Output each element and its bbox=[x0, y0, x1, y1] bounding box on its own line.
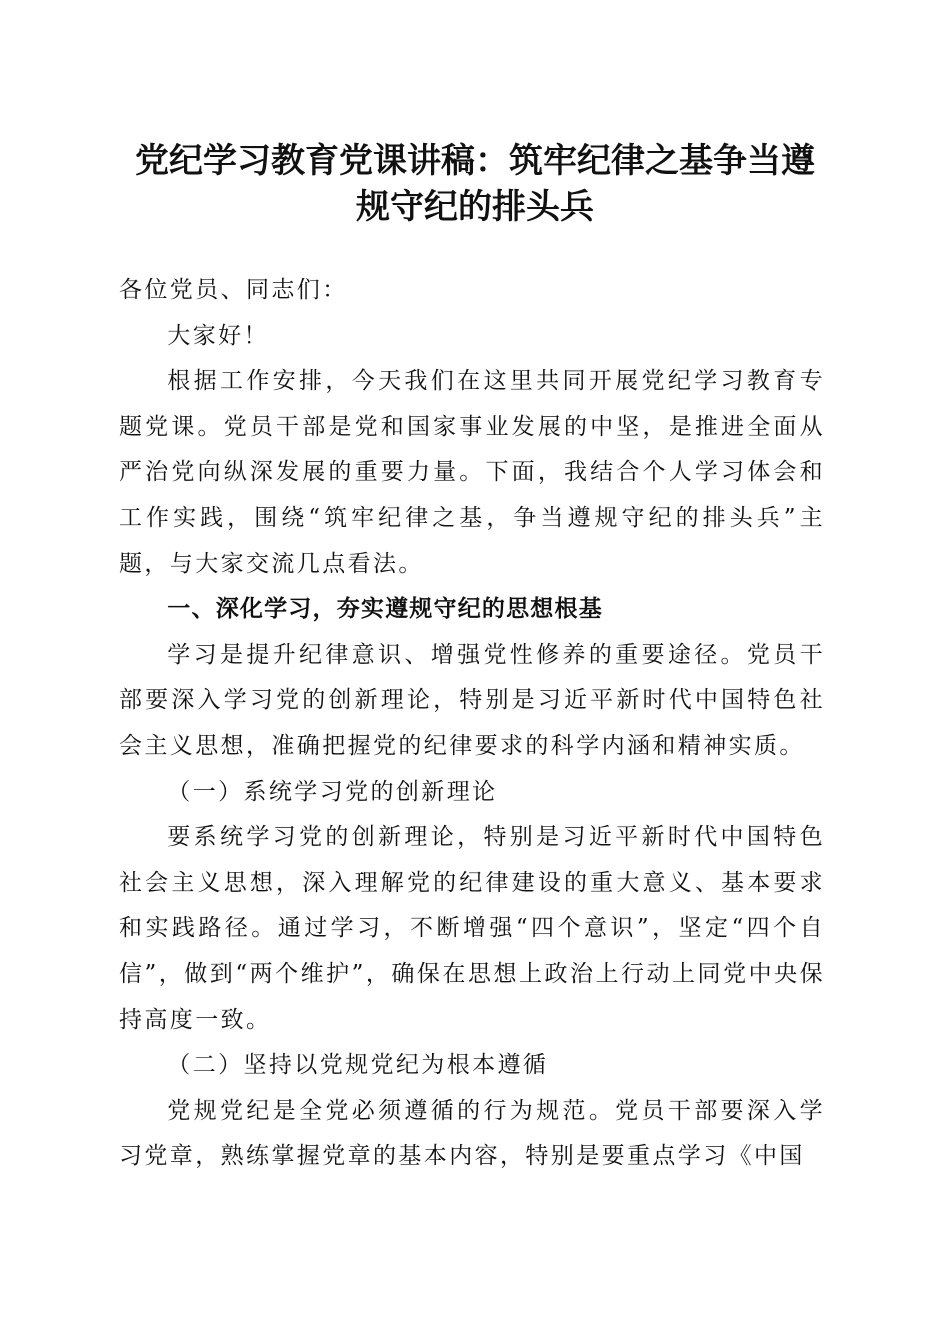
title-line-1: 党纪学习教育党课讲稿：筑牢纪律之基争当遵 bbox=[135, 141, 815, 181]
intro-paragraph: 根据工作安排，今天我们在这里共同开展党纪学习教育专题党课。党员干部是党和国家事业发展的中坚，是推进全面从严治党向纵深发展的重要力量。下面，我结合个人学习体会和工作实践，围绕“筑牢纪律之基，争当遵规守纪的排头兵”主题，与大家交流几点看法。 bbox=[119, 368, 825, 577]
section-1-heading: 一、深化学习，夯实遵规守纪的思想根基 bbox=[167, 596, 603, 623]
subsection-2-paragraph: 党规党纪是全党必须遵循的行为规范。党员干部要深入学习党章，熟练掌握党章的基本内容，特别是要重点学习《中国 bbox=[119, 1097, 825, 1170]
document-title bbox=[100, 138, 850, 230]
greeting: 大家好！ bbox=[167, 322, 269, 349]
salutation: 各位党员、同志们： bbox=[119, 277, 348, 303]
title-line-2: 规守纪的排头兵 bbox=[356, 187, 594, 227]
subsection-1-heading: （一）系统学习党的创新理论 bbox=[167, 778, 498, 805]
subsection-1-paragraph: 要系统学习党的创新理论，特别是习近平新时代中国特色社会主义思想，深入理解党的纪律建设的重大意义、基本要求和实践路径。通过学习，不断增强“四个意识”，坚定“四个自信”，做到“两个维护”，确保在思想上政治上行动上同党中央保持高度一致。 bbox=[119, 824, 825, 1033]
section-1-paragraph: 学习是提升纪律意识、增强党性修养的重要途径。党员干部要深入学习党的创新理论，特别是习近平新时代中国特色社会主义思想，准确把握党的纪律要求的科学内涵和精神实质。 bbox=[119, 641, 825, 759]
document-body bbox=[119, 268, 825, 1180]
subsection-2-heading: （二）坚持以党规党纪为根本遵循 bbox=[167, 1052, 549, 1079]
